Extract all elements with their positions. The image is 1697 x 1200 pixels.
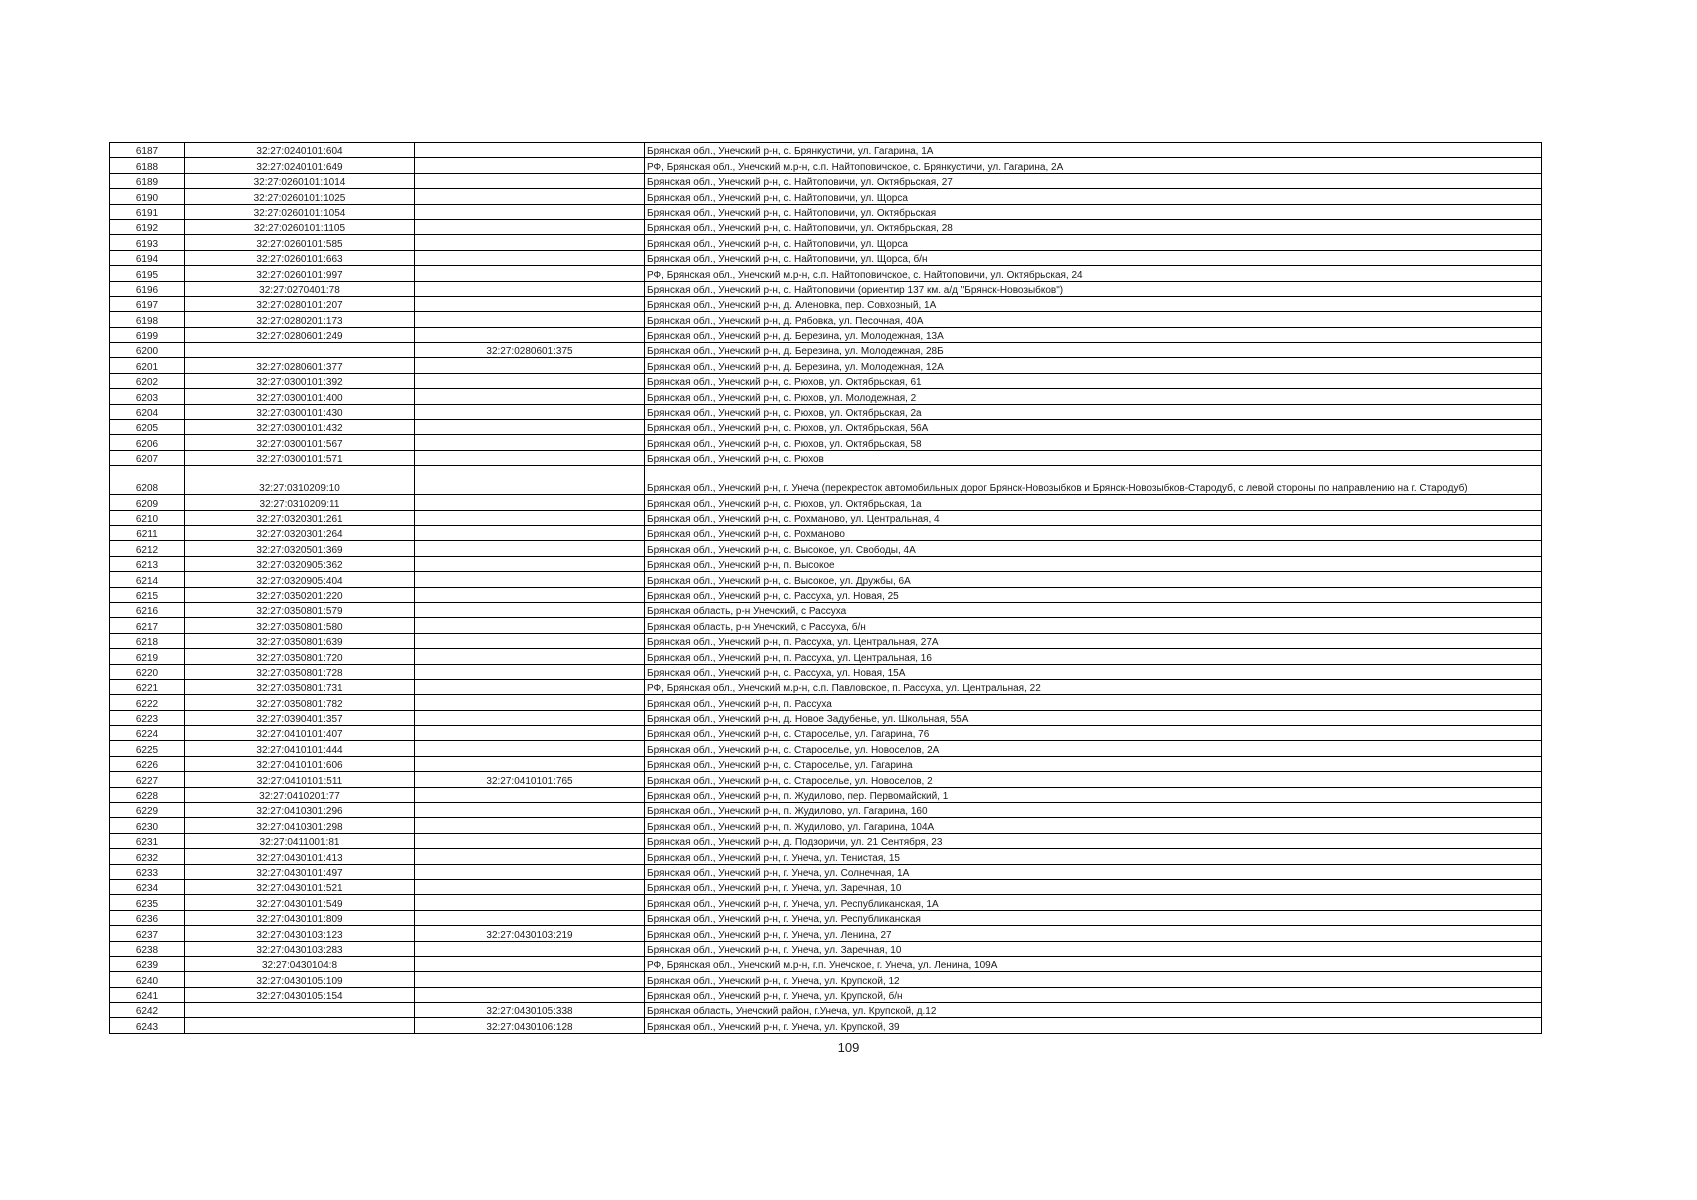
cadastral-number-2-cell xyxy=(415,404,645,419)
cadastral-number-cell: 32:27:0280201:173 xyxy=(185,312,415,327)
table-row xyxy=(110,420,1542,435)
row-number-cell: 6207 xyxy=(110,450,185,465)
cadastral-number-2-cell xyxy=(415,633,645,648)
cadastral-number-cell: 32:27:0350801:728 xyxy=(185,664,415,679)
table-row xyxy=(110,741,1542,756)
address-cell: Брянская обл., Унечский р-н, г. Унеча (перекресток автомобильных дорог Брянск-Новозыбков и Брянск-Новозыбков-Стародуб, с левой стороны по направлению на г. Стародуб) xyxy=(645,466,1542,495)
cadastral-number-cell: 32:27:0240101:649 xyxy=(185,158,415,173)
cadastral-number-cell: 32:27:0320301:264 xyxy=(185,525,415,540)
table-row xyxy=(110,941,1542,956)
cadastral-number-2-cell xyxy=(415,435,645,450)
cadastral-number-2-cell xyxy=(415,556,645,571)
cadastral-number-2-cell xyxy=(415,987,645,1002)
cadastral-number-2-cell xyxy=(415,956,645,971)
row-number-cell: 6234 xyxy=(110,879,185,894)
row-number-cell: 6214 xyxy=(110,572,185,587)
cadastral-number-cell: 32:27:0410101:511 xyxy=(185,772,415,787)
cadastral-number-2-cell xyxy=(415,541,645,556)
table-row xyxy=(110,987,1542,1002)
table-row xyxy=(110,358,1542,373)
address-cell: Брянская обл., Унечский р-н, г. Унеча, ул. Крупской, 12 xyxy=(645,972,1542,987)
row-number-cell: 6201 xyxy=(110,358,185,373)
row-number-cell: 6238 xyxy=(110,941,185,956)
row-number-cell: 6194 xyxy=(110,250,185,265)
row-number-cell: 6221 xyxy=(110,679,185,694)
address-cell: Брянская обл., Унечский р-н, с. Староселье, ул. Новоселов, 2 xyxy=(645,772,1542,787)
cadastral-number-cell: 32:27:0430101:809 xyxy=(185,910,415,925)
table-row xyxy=(110,450,1542,465)
cadastral-number-cell: 32:27:0430101:549 xyxy=(185,895,415,910)
address-cell: Брянская обл., Унечский р-н, г. Унеча, ул. Тенистая, 15 xyxy=(645,849,1542,864)
address-cell: РФ, Брянская обл., Унечский м.р-н, г.п. Унечское, г. Унеча, ул. Ленина, 109А xyxy=(645,956,1542,971)
row-number-cell: 6193 xyxy=(110,235,185,250)
cadastral-number-2-cell xyxy=(415,572,645,587)
cadastral-number-2-cell xyxy=(415,602,645,617)
table-row xyxy=(110,772,1542,787)
cadastral-number-2-cell xyxy=(415,327,645,342)
table-row xyxy=(110,1018,1542,1033)
table-row xyxy=(110,435,1542,450)
row-number-cell: 6198 xyxy=(110,312,185,327)
table-row xyxy=(110,204,1542,219)
address-cell: Брянская обл., Унечский р-н, г. Унеча, ул. Ленина, 27 xyxy=(645,926,1542,941)
address-cell: Брянская обл., Унечский р-н, д. Новое Задубенье, ул. Школьная, 55А xyxy=(645,710,1542,725)
row-number-cell: 6195 xyxy=(110,266,185,281)
cadastral-number-2-cell xyxy=(415,787,645,802)
row-number-cell: 6205 xyxy=(110,420,185,435)
row-number-cell: 6189 xyxy=(110,173,185,188)
row-number-cell: 6212 xyxy=(110,541,185,556)
cadastral-number-cell xyxy=(185,343,415,358)
cadastral-number-2-cell xyxy=(415,803,645,818)
cadastral-number-cell: 32:27:0390401:357 xyxy=(185,710,415,725)
cadastral-number-2-cell xyxy=(415,266,645,281)
row-number-cell: 6242 xyxy=(110,1003,185,1018)
cadastral-number-2-cell xyxy=(415,833,645,848)
table-row xyxy=(110,466,1542,495)
cadastral-number-cell: 32:27:0410101:606 xyxy=(185,756,415,771)
cadastral-number-2-cell xyxy=(415,525,645,540)
cadastral-number-cell: 32:27:0430104:8 xyxy=(185,956,415,971)
cadastral-number-cell: 32:27:0350801:720 xyxy=(185,649,415,664)
table-row xyxy=(110,972,1542,987)
table-row xyxy=(110,818,1542,833)
cadastral-number-cell: 32:27:0410101:444 xyxy=(185,741,415,756)
row-number-cell: 6190 xyxy=(110,189,185,204)
cadastral-number-cell: 32:27:0260101:1054 xyxy=(185,204,415,219)
cadastral-number-2-cell xyxy=(415,664,645,679)
row-number-cell: 6196 xyxy=(110,281,185,296)
cadastral-number-cell: 32:27:0260101:663 xyxy=(185,250,415,265)
row-number-cell: 6217 xyxy=(110,618,185,633)
table-row xyxy=(110,389,1542,404)
cadastral-number-cell: 32:27:0270401:78 xyxy=(185,281,415,296)
cadastral-number-cell: 32:27:0350801:639 xyxy=(185,633,415,648)
address-cell: Брянская обл., Унечский р-н, п. Жудилово, ул. Гагарина, 160 xyxy=(645,803,1542,818)
table-row xyxy=(110,495,1542,510)
cadastral-number-cell: 32:27:0300101:432 xyxy=(185,420,415,435)
row-number-cell: 6243 xyxy=(110,1018,185,1033)
cadastral-number-2-cell xyxy=(415,358,645,373)
row-number-cell: 6209 xyxy=(110,495,185,510)
table-row xyxy=(110,266,1542,281)
row-number-cell: 6228 xyxy=(110,787,185,802)
row-number-cell: 6236 xyxy=(110,910,185,925)
registry-table xyxy=(109,142,1542,1034)
row-number-cell: 6208 xyxy=(110,466,185,495)
row-number-cell: 6241 xyxy=(110,987,185,1002)
address-cell: Брянская обл., Унечский р-н, п. Высокое xyxy=(645,556,1542,571)
cadastral-number-cell: 32:27:0300101:571 xyxy=(185,450,415,465)
table-row xyxy=(110,618,1542,633)
table-row xyxy=(110,143,1542,158)
cadastral-number-2-cell: 32:27:0430105:338 xyxy=(415,1003,645,1018)
cadastral-number-cell: 32:27:0310209:10 xyxy=(185,466,415,495)
table-row xyxy=(110,158,1542,173)
address-cell: Брянская обл., Унечский р-н, д. Подзоричи, ул. 21 Сентября, 23 xyxy=(645,833,1542,848)
row-number-cell: 6203 xyxy=(110,389,185,404)
cadastral-number-cell xyxy=(185,1003,415,1018)
row-number-cell: 6220 xyxy=(110,664,185,679)
address-cell: Брянская обл., Унечский р-н, с. Найтоповичи (ориентир 137 км. а/д "Брянск-Новозыбков") xyxy=(645,281,1542,296)
table-row xyxy=(110,541,1542,556)
row-number-cell: 6239 xyxy=(110,956,185,971)
cadastral-number-2-cell xyxy=(415,450,645,465)
table-row xyxy=(110,312,1542,327)
row-number-cell: 6237 xyxy=(110,926,185,941)
cadastral-number-2-cell xyxy=(415,679,645,694)
cadastral-number-cell: 32:27:0240101:604 xyxy=(185,143,415,158)
cadastral-number-2-cell xyxy=(415,972,645,987)
cadastral-number-2-cell xyxy=(415,173,645,188)
cadastral-number-2-cell xyxy=(415,910,645,925)
cadastral-number-cell: 32:27:0350801:782 xyxy=(185,695,415,710)
cadastral-number-2-cell xyxy=(415,281,645,296)
cadastral-number-cell: 32:27:0410101:407 xyxy=(185,726,415,741)
address-cell: Брянская обл., Унечский р-н, с. Староселье, ул. Гагарина, 76 xyxy=(645,726,1542,741)
row-number-cell: 6229 xyxy=(110,803,185,818)
row-number-cell: 6197 xyxy=(110,296,185,311)
address-cell: Брянская обл., Унечский р-н, с. Найтоповичи, ул. Щорса, б/н xyxy=(645,250,1542,265)
address-cell: Брянская обл., Унечский р-н, г. Унеча, ул. Заречная, 10 xyxy=(645,941,1542,956)
cadastral-number-cell: 32:27:0320905:404 xyxy=(185,572,415,587)
cadastral-number-2-cell xyxy=(415,895,645,910)
table-row xyxy=(110,879,1542,894)
table-row xyxy=(110,572,1542,587)
cadastral-number-cell: 32:27:0350201:220 xyxy=(185,587,415,602)
row-number-cell: 6224 xyxy=(110,726,185,741)
cadastral-number-cell: 32:27:0260101:1014 xyxy=(185,173,415,188)
cadastral-number-cell: 32:27:0280601:249 xyxy=(185,327,415,342)
address-cell: Брянская обл., Унечский р-н, д. Рябовка, ул. Песочная, 40А xyxy=(645,312,1542,327)
cadastral-number-2-cell: 32:27:0410101:765 xyxy=(415,772,645,787)
table-row xyxy=(110,695,1542,710)
address-cell: Брянская обл., Унечский р-н, г. Унеча, ул. Республиканская xyxy=(645,910,1542,925)
cadastral-number-cell: 32:27:0430105:109 xyxy=(185,972,415,987)
cadastral-number-cell: 32:27:0430105:154 xyxy=(185,987,415,1002)
address-cell: Брянская обл., Унечский р-н, с. Рюхов, ул. Октябрьская, 56А xyxy=(645,420,1542,435)
cadastral-number-2-cell xyxy=(415,587,645,602)
row-number-cell: 6232 xyxy=(110,849,185,864)
cadastral-number-2-cell xyxy=(415,219,645,234)
table-row xyxy=(110,664,1542,679)
table-row xyxy=(110,956,1542,971)
address-cell: Брянская обл., Унечский р-н, п. Жудилово, ул. Гагарина, 104А xyxy=(645,818,1542,833)
row-number-cell: 6211 xyxy=(110,525,185,540)
address-cell: Брянская обл., Унечский р-н, п. Рассуха xyxy=(645,695,1542,710)
address-cell: Брянская область, р-н Унечский, с Рассуха, б/н xyxy=(645,618,1542,633)
row-number-cell: 6231 xyxy=(110,833,185,848)
cadastral-number-2-cell xyxy=(415,741,645,756)
cadastral-number-cell: 32:27:0260101:585 xyxy=(185,235,415,250)
address-cell: Брянская обл., Унечский р-н, с. Рюхов, ул. Октябрьская, 1а xyxy=(645,495,1542,510)
table-row xyxy=(110,510,1542,525)
address-cell: Брянская обл., Унечский р-н, с. Староселье, ул. Новоселов, 2А xyxy=(645,741,1542,756)
row-number-cell: 6223 xyxy=(110,710,185,725)
address-cell: Брянская обл., Унечский р-н, с. Рохманово, ул. Центральная, 4 xyxy=(645,510,1542,525)
address-cell: Брянская обл., Унечский р-н, г. Унеча, ул. Крупской, б/н xyxy=(645,987,1542,1002)
registry-table-body xyxy=(110,143,1542,1034)
address-cell: Брянская обл., Унечский р-н, с. Рюхов, ул. Октябрьская, 61 xyxy=(645,373,1542,388)
cadastral-number-2-cell xyxy=(415,495,645,510)
table-row xyxy=(110,525,1542,540)
row-number-cell: 6213 xyxy=(110,556,185,571)
address-cell: Брянская обл., Унечский р-н, с. Рюхов, ул. Октябрьская, 58 xyxy=(645,435,1542,450)
row-number-cell: 6216 xyxy=(110,602,185,617)
address-cell: Брянская обл., Унечский р-н, с. Найтоповичи, ул. Октябрьская, 27 xyxy=(645,173,1542,188)
cadastral-number-2-cell xyxy=(415,312,645,327)
row-number-cell: 6191 xyxy=(110,204,185,219)
address-cell: Брянская обл., Унечский р-н, с. Высокое, ул. Свободы, 4А xyxy=(645,541,1542,556)
table-row xyxy=(110,602,1542,617)
table-row xyxy=(110,649,1542,664)
address-cell: Брянская обл., Унечский р-н, с. Рюхов, ул. Октябрьская, 2а xyxy=(645,404,1542,419)
row-number-cell: 6187 xyxy=(110,143,185,158)
table-row xyxy=(110,281,1542,296)
table-row xyxy=(110,235,1542,250)
cadastral-number-2-cell xyxy=(415,818,645,833)
row-number-cell: 6233 xyxy=(110,864,185,879)
cadastral-number-2-cell xyxy=(415,849,645,864)
row-number-cell: 6202 xyxy=(110,373,185,388)
cadastral-number-cell: 32:27:0300101:392 xyxy=(185,373,415,388)
row-number-cell: 6188 xyxy=(110,158,185,173)
cadastral-number-cell: 32:27:0310209:11 xyxy=(185,495,415,510)
table-row xyxy=(110,803,1542,818)
cadastral-number-cell: 32:27:0411001:81 xyxy=(185,833,415,848)
cadastral-number-cell: 32:27:0350801:580 xyxy=(185,618,415,633)
address-cell: Брянская обл., Унечский р-н, с. Высокое, ул. Дружбы, 6А xyxy=(645,572,1542,587)
cadastral-number-2-cell xyxy=(415,864,645,879)
cadastral-number-cell xyxy=(185,1018,415,1033)
address-cell: Брянская обл., Унечский р-н, с. Найтоповичи, ул. Октябрьская xyxy=(645,204,1542,219)
cadastral-number-cell: 32:27:0320905:362 xyxy=(185,556,415,571)
cadastral-number-2-cell xyxy=(415,510,645,525)
cadastral-number-2-cell xyxy=(415,189,645,204)
row-number-cell: 6192 xyxy=(110,219,185,234)
table-row xyxy=(110,250,1542,265)
cadastral-number-2-cell xyxy=(415,466,645,495)
cadastral-number-2-cell xyxy=(415,389,645,404)
row-number-cell: 6206 xyxy=(110,435,185,450)
cadastral-number-cell: 32:27:0300101:400 xyxy=(185,389,415,404)
cadastral-number-cell: 32:27:0430101:521 xyxy=(185,879,415,894)
cadastral-number-2-cell: 32:27:0280601:375 xyxy=(415,343,645,358)
row-number-cell: 6219 xyxy=(110,649,185,664)
table-row xyxy=(110,173,1542,188)
row-number-cell: 6222 xyxy=(110,695,185,710)
cadastral-number-2-cell xyxy=(415,649,645,664)
address-cell: РФ, Брянская обл., Унечский м.р-н, с.п. Павловское, п. Рассуха, ул. Центральная, 22 xyxy=(645,679,1542,694)
cadastral-number-2-cell xyxy=(415,726,645,741)
cadastral-number-cell: 32:27:0410301:298 xyxy=(185,818,415,833)
table-row xyxy=(110,373,1542,388)
table-row xyxy=(110,556,1542,571)
cadastral-number-cell: 32:27:0350801:579 xyxy=(185,602,415,617)
table-row xyxy=(110,926,1542,941)
address-cell: Брянская обл., Унечский р-н, с. Найтоповичи, ул. Октябрьская, 28 xyxy=(645,219,1542,234)
table-row xyxy=(110,189,1542,204)
address-cell: Брянская обл., Унечский р-н, г. Унеча, ул. Республиканская, 1А xyxy=(645,895,1542,910)
address-cell: Брянская обл., Унечский р-н, г. Унеча, ул. Крупской, 39 xyxy=(645,1018,1542,1033)
cadastral-number-cell: 32:27:0300101:430 xyxy=(185,404,415,419)
cadastral-number-2-cell xyxy=(415,250,645,265)
address-cell: Брянская область, Унечский район, г.Унеча, ул. Крупской, д.12 xyxy=(645,1003,1542,1018)
table-row xyxy=(110,787,1542,802)
table-row xyxy=(110,710,1542,725)
row-number-cell: 6226 xyxy=(110,756,185,771)
row-number-cell: 6218 xyxy=(110,633,185,648)
table-row xyxy=(110,633,1542,648)
cadastral-number-cell: 32:27:0430101:497 xyxy=(185,864,415,879)
cadastral-number-2-cell: 32:27:0430106:128 xyxy=(415,1018,645,1033)
address-cell: Брянская область, р-н Унечский, с Рассуха xyxy=(645,602,1542,617)
cadastral-number-2-cell xyxy=(415,204,645,219)
row-number-cell: 6230 xyxy=(110,818,185,833)
table-row xyxy=(110,833,1542,848)
cadastral-number-2-cell: 32:27:0430103:219 xyxy=(415,926,645,941)
cadastral-number-cell: 32:27:0280101:207 xyxy=(185,296,415,311)
cadastral-number-2-cell xyxy=(415,618,645,633)
cadastral-number-cell: 32:27:0320301:261 xyxy=(185,510,415,525)
address-cell: Брянская обл., Унечский р-н, с. Рохманово xyxy=(645,525,1542,540)
cadastral-number-2-cell xyxy=(415,710,645,725)
address-cell: Брянская обл., Унечский р-н, с. Рассуха, ул. Новая, 25 xyxy=(645,587,1542,602)
table-row xyxy=(110,587,1542,602)
address-cell: Брянская обл., Унечский р-н, д. Березина, ул. Молодежная, 13А xyxy=(645,327,1542,342)
cadastral-number-2-cell xyxy=(415,695,645,710)
address-cell: Брянская обл., Унечский р-н, д. Березина, ул. Молодежная, 12А xyxy=(645,358,1542,373)
address-cell: Брянская обл., Унечский р-н, с. Рассуха, ул. Новая, 15А xyxy=(645,664,1542,679)
row-number-cell: 6240 xyxy=(110,972,185,987)
table-row xyxy=(110,726,1542,741)
address-cell: Брянская обл., Унечский р-н, г. Унеча, ул. Заречная, 10 xyxy=(645,879,1542,894)
cadastral-number-2-cell xyxy=(415,143,645,158)
cadastral-number-2-cell xyxy=(415,420,645,435)
row-number-cell: 6210 xyxy=(110,510,185,525)
address-cell: Брянская обл., Унечский р-н, с. Староселье, ул. Гагарина xyxy=(645,756,1542,771)
row-number-cell: 6215 xyxy=(110,587,185,602)
table-row xyxy=(110,864,1542,879)
address-cell: Брянская обл., Унечский р-н, с. Найтоповичи, ул. Щорса xyxy=(645,189,1542,204)
cadastral-number-2-cell xyxy=(415,879,645,894)
cadastral-number-2-cell xyxy=(415,296,645,311)
address-cell: Брянская обл., Унечский р-н, д. Аленовка, пер. Совхозный, 1А xyxy=(645,296,1542,311)
address-cell: Брянская обл., Унечский р-н, с. Рюхов xyxy=(645,450,1542,465)
cadastral-number-2-cell xyxy=(415,158,645,173)
address-cell: Брянская обл., Унечский р-н, г. Унеча, ул. Солнечная, 1А xyxy=(645,864,1542,879)
address-cell: Брянская обл., Унечский р-н, с. Брянкустичи, ул. Гагарина, 1А xyxy=(645,143,1542,158)
page-number: 109 xyxy=(837,1040,860,1055)
cadastral-number-cell: 32:27:0430103:283 xyxy=(185,941,415,956)
address-cell: Брянская обл., Унечский р-н, п. Рассуха, ул. Центральная, 27А xyxy=(645,633,1542,648)
cadastral-number-cell: 32:27:0430101:413 xyxy=(185,849,415,864)
cadastral-number-cell: 32:27:0280601:377 xyxy=(185,358,415,373)
cadastral-number-cell: 32:27:0260101:997 xyxy=(185,266,415,281)
address-cell: Брянская обл., Унечский р-н, п. Жудилово, пер. Первомайский, 1 xyxy=(645,787,1542,802)
cadastral-number-2-cell xyxy=(415,373,645,388)
row-number-cell: 6225 xyxy=(110,741,185,756)
cadastral-number-cell: 32:27:0260101:1105 xyxy=(185,219,415,234)
cadastral-number-2-cell xyxy=(415,756,645,771)
row-number-cell: 6199 xyxy=(110,327,185,342)
cadastral-number-2-cell xyxy=(415,941,645,956)
table-row xyxy=(110,219,1542,234)
row-number-cell: 6227 xyxy=(110,772,185,787)
cadastral-number-cell: 32:27:0260101:1025 xyxy=(185,189,415,204)
table-row xyxy=(110,404,1542,419)
cadastral-number-cell: 32:27:0410301:296 xyxy=(185,803,415,818)
table-row xyxy=(110,756,1542,771)
table-row xyxy=(110,343,1542,358)
address-cell: РФ, Брянская обл., Унечский м.р-н, с.п. Найтоповичское, с. Брянкустичи, ул. Гагарина, 2А xyxy=(645,158,1542,173)
table-row xyxy=(110,1003,1542,1018)
table-row xyxy=(110,327,1542,342)
table-row xyxy=(110,910,1542,925)
address-cell: РФ, Брянская обл., Унечский м.р-н, с.п. Найтоповичское, с. Найтоповичи, ул. Октябрьская, 24 xyxy=(645,266,1542,281)
address-cell: Брянская обл., Унечский р-н, д. Березина, ул. Молодежная, 28Б xyxy=(645,343,1542,358)
address-cell: Брянская обл., Унечский р-н, с. Найтоповичи, ул. Щорса xyxy=(645,235,1542,250)
table-row xyxy=(110,296,1542,311)
table-row xyxy=(110,895,1542,910)
cadastral-number-cell: 32:27:0350801:731 xyxy=(185,679,415,694)
address-cell: Брянская обл., Унечский р-н, с. Рюхов, ул. Молодежная, 2 xyxy=(645,389,1542,404)
row-number-cell: 6200 xyxy=(110,343,185,358)
cadastral-number-cell: 32:27:0300101:567 xyxy=(185,435,415,450)
table-row xyxy=(110,849,1542,864)
cadastral-number-cell: 32:27:0430103:123 xyxy=(185,926,415,941)
cadastral-number-cell: 32:27:0320501:369 xyxy=(185,541,415,556)
cadastral-number-2-cell xyxy=(415,235,645,250)
address-cell: Брянская обл., Унечский р-н, п. Рассуха, ул. Центральная, 16 xyxy=(645,649,1542,664)
row-number-cell: 6204 xyxy=(110,404,185,419)
cadastral-number-cell: 32:27:0410201:77 xyxy=(185,787,415,802)
row-number-cell: 6235 xyxy=(110,895,185,910)
table-row xyxy=(110,679,1542,694)
